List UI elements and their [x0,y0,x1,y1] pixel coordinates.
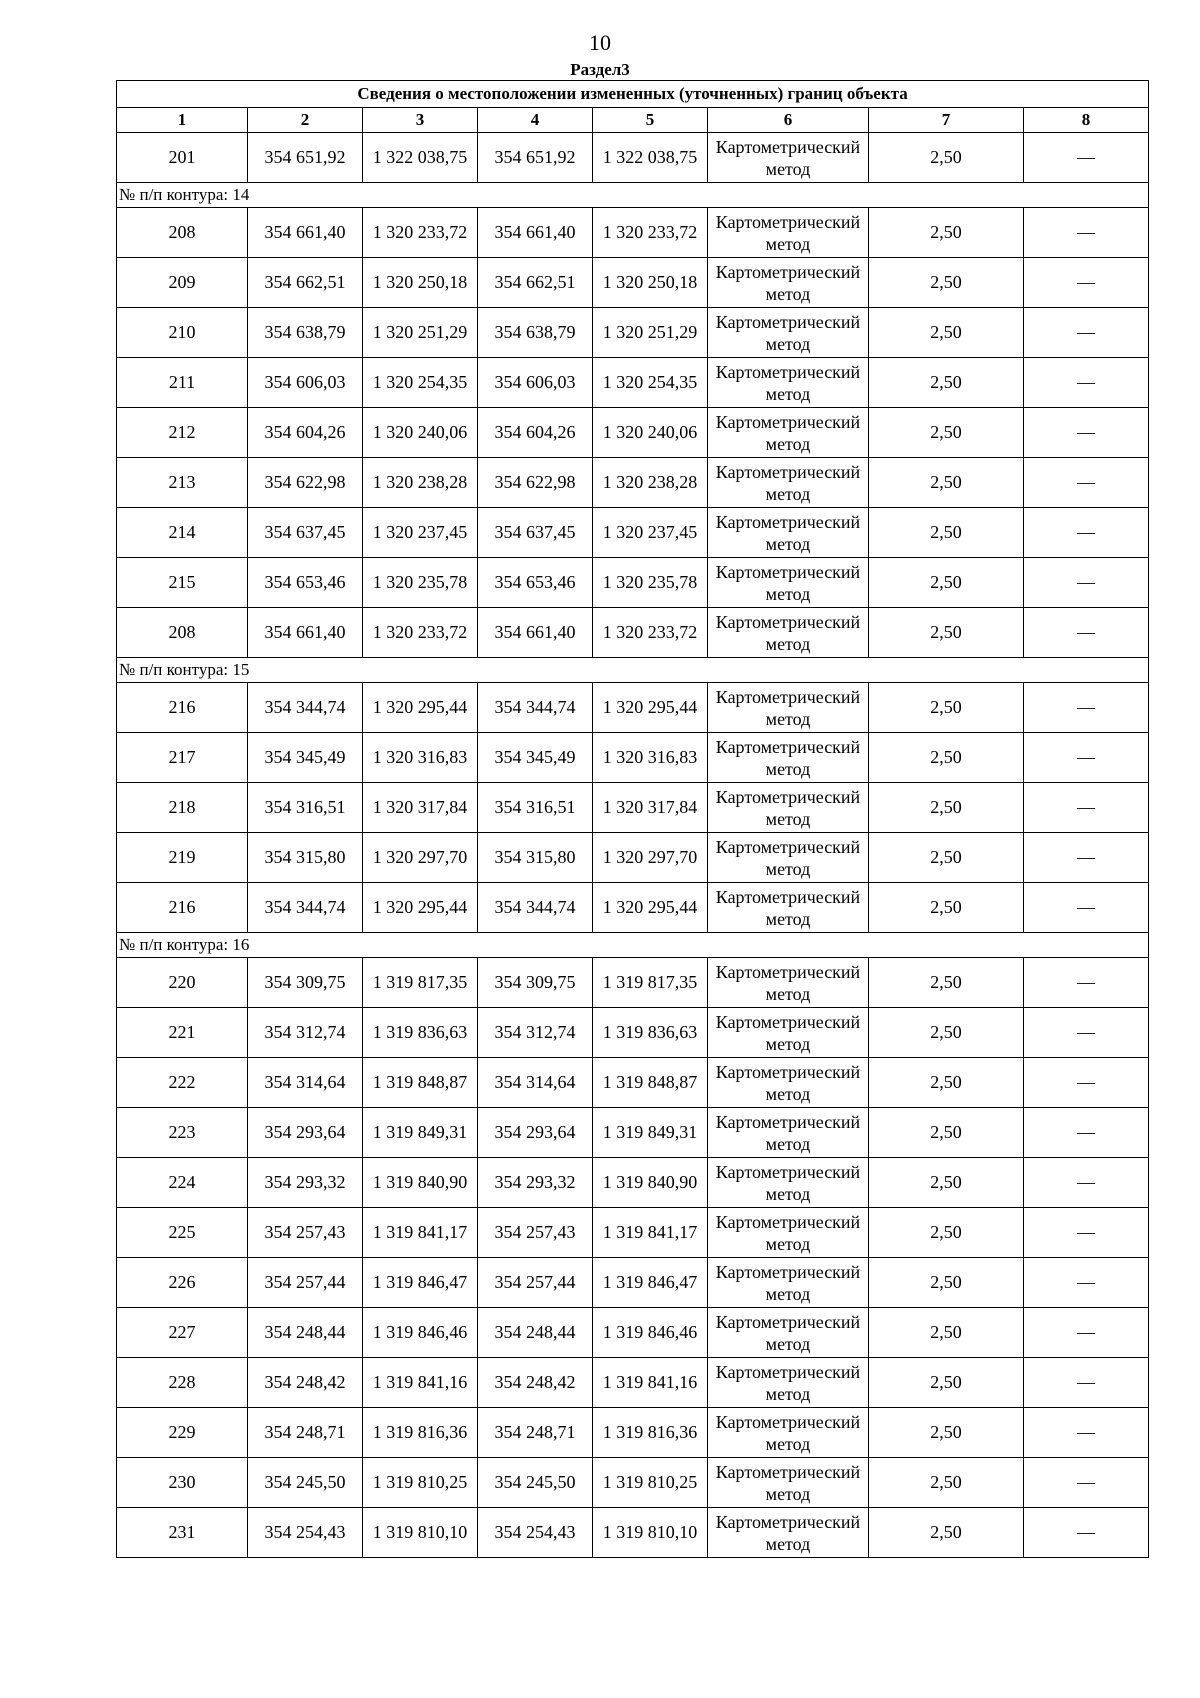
y-coord-new-cell: 1 319 816,36 [593,1408,708,1458]
accuracy-cell: 2,50 [869,133,1024,183]
x-coord-cell: 354 248,71 [248,1408,363,1458]
y-coord-cell: 1 320 233,72 [363,208,478,258]
method-cell: Картометрический метод [708,1458,869,1508]
x-coord-cell: 354 254,43 [248,1508,363,1558]
table-row [117,558,1149,608]
x-coord-cell: 354 257,43 [248,1208,363,1258]
method-cell: Картометрический метод [708,358,869,408]
point-number-cell: 201 [117,133,248,183]
y-coord-cell: 1 319 841,16 [363,1358,478,1408]
y-coord-cell: 1 320 251,29 [363,308,478,358]
point-number-cell: 229 [117,1408,248,1458]
x-coord-new-cell: 354 622,98 [478,458,593,508]
method-cell: Картометрический метод [708,458,869,508]
accuracy-cell: 2,50 [869,1158,1024,1208]
x-coord-new-cell: 354 312,74 [478,1008,593,1058]
description-cell: — [1024,883,1149,933]
description-cell: — [1024,1408,1149,1458]
x-coord-new-cell: 354 637,45 [478,508,593,558]
table-row [117,458,1149,508]
method-cell: Картометрический метод [708,1408,869,1458]
y-coord-new-cell: 1 319 849,31 [593,1108,708,1158]
y-coord-cell: 1 320 297,70 [363,833,478,883]
y-coord-cell: 1 319 840,90 [363,1158,478,1208]
accuracy-cell: 2,50 [869,508,1024,558]
column-number: 7 [869,108,1024,133]
y-coord-cell: 1 320 240,06 [363,408,478,458]
x-coord-new-cell: 354 309,75 [478,958,593,1008]
x-coord-new-cell: 354 345,49 [478,733,593,783]
description-cell: — [1024,133,1149,183]
point-number-cell: 218 [117,783,248,833]
column-number: 5 [593,108,708,133]
y-coord-new-cell: 1 319 836,63 [593,1008,708,1058]
y-coord-new-cell: 1 320 317,84 [593,783,708,833]
table-row [117,608,1149,658]
description-cell: — [1024,1508,1149,1558]
method-cell: Картометрический метод [708,1158,869,1208]
y-coord-cell: 1 320 238,28 [363,458,478,508]
y-coord-cell: 1 320 254,35 [363,358,478,408]
method-cell: Картометрический метод [708,733,869,783]
table-row [117,883,1149,933]
y-coord-new-cell: 1 319 841,17 [593,1208,708,1258]
y-coord-cell: 1 319 816,36 [363,1408,478,1458]
point-number-cell: 224 [117,1158,248,1208]
point-number-cell: 209 [117,258,248,308]
point-number-cell: 212 [117,408,248,458]
description-cell: — [1024,1458,1149,1508]
description-cell: — [1024,958,1149,1008]
point-number-cell: 222 [117,1058,248,1108]
description-cell: — [1024,1308,1149,1358]
x-coord-new-cell: 354 257,44 [478,1258,593,1308]
y-coord-new-cell: 1 320 240,06 [593,408,708,458]
x-coord-new-cell: 354 344,74 [478,883,593,933]
x-coord-cell: 354 312,74 [248,1008,363,1058]
description-cell: — [1024,1108,1149,1158]
x-coord-cell: 354 653,46 [248,558,363,608]
y-coord-new-cell: 1 319 846,47 [593,1258,708,1308]
accuracy-cell: 2,50 [869,1258,1024,1308]
column-number: 6 [708,108,869,133]
description-cell: — [1024,783,1149,833]
y-coord-cell: 1 320 235,78 [363,558,478,608]
description-cell: — [1024,1208,1149,1258]
table-row [117,1408,1149,1458]
point-number-cell: 211 [117,358,248,408]
accuracy-cell: 2,50 [869,1508,1024,1558]
x-coord-new-cell: 354 245,50 [478,1458,593,1508]
column-number: 1 [117,108,248,133]
accuracy-cell: 2,50 [869,558,1024,608]
table-row [117,783,1149,833]
x-coord-new-cell: 354 254,43 [478,1508,593,1558]
accuracy-cell: 2,50 [869,458,1024,508]
y-coord-new-cell: 1 320 237,45 [593,508,708,558]
y-coord-new-cell: 1 320 235,78 [593,558,708,608]
y-coord-cell: 1 319 836,63 [363,1008,478,1058]
y-coord-cell: 1 319 841,17 [363,1208,478,1258]
table-row [117,733,1149,783]
contour-label: № п/п контура: 15 [117,658,1149,683]
y-coord-new-cell: 1 322 038,75 [593,133,708,183]
point-number-cell: 231 [117,1508,248,1558]
contour-row [117,183,1149,208]
description-cell: — [1024,833,1149,883]
accuracy-cell: 2,50 [869,608,1024,658]
accuracy-cell: 2,50 [869,833,1024,883]
contour-label: № п/п контура: 14 [117,183,1149,208]
description-cell: — [1024,208,1149,258]
accuracy-cell: 2,50 [869,1008,1024,1058]
accuracy-cell: 2,50 [869,208,1024,258]
point-number-cell: 226 [117,1258,248,1308]
x-coord-cell: 354 662,51 [248,258,363,308]
y-coord-cell: 1 320 317,84 [363,783,478,833]
method-cell: Картометрический метод [708,883,869,933]
boundary-coordinates-table [116,80,1149,1558]
y-coord-new-cell: 1 319 810,10 [593,1508,708,1558]
contour-row [117,658,1149,683]
description-cell: — [1024,458,1149,508]
point-number-cell: 210 [117,308,248,358]
table-row [117,1208,1149,1258]
x-coord-new-cell: 354 293,64 [478,1108,593,1158]
point-number-cell: 221 [117,1008,248,1058]
description-cell: — [1024,1158,1149,1208]
table-row [117,408,1149,458]
accuracy-cell: 2,50 [869,1108,1024,1158]
method-cell: Картометрический метод [708,1358,869,1408]
table-row [117,833,1149,883]
x-coord-cell: 354 638,79 [248,308,363,358]
table-row [117,683,1149,733]
description-cell: — [1024,608,1149,658]
table-row [117,1058,1149,1108]
y-coord-cell: 1 320 316,83 [363,733,478,783]
table-row [117,1258,1149,1308]
table-row [117,1158,1149,1208]
column-number: 4 [478,108,593,133]
method-cell: Картометрический метод [708,1308,869,1358]
table-row [117,1008,1149,1058]
x-coord-cell: 354 637,45 [248,508,363,558]
table-row [117,358,1149,408]
y-coord-cell: 1 319 810,10 [363,1508,478,1558]
table-row [117,208,1149,258]
y-coord-new-cell: 1 319 848,87 [593,1058,708,1108]
y-coord-new-cell: 1 320 250,18 [593,258,708,308]
point-number-cell: 214 [117,508,248,558]
point-number-cell: 208 [117,208,248,258]
description-cell: — [1024,308,1149,358]
y-coord-cell: 1 320 233,72 [363,608,478,658]
point-number-cell: 230 [117,1458,248,1508]
section-title: Раздел3 [570,60,630,79]
x-coord-cell: 354 651,92 [248,133,363,183]
method-cell: Картометрический метод [708,308,869,358]
x-coord-cell: 354 257,44 [248,1258,363,1308]
x-coord-cell: 354 293,64 [248,1108,363,1158]
x-coord-new-cell: 354 606,03 [478,358,593,408]
accuracy-cell: 2,50 [869,1208,1024,1258]
y-coord-cell: 1 320 250,18 [363,258,478,308]
description-cell: — [1024,508,1149,558]
table-caption: Сведения о местоположении измененных (уточненных) границ объекта [117,81,1149,108]
x-coord-new-cell: 354 661,40 [478,208,593,258]
point-number-cell: 216 [117,683,248,733]
y-coord-new-cell: 1 320 316,83 [593,733,708,783]
y-coord-new-cell: 1 319 840,90 [593,1158,708,1208]
y-coord-cell: 1 319 817,35 [363,958,478,1008]
y-coord-cell: 1 322 038,75 [363,133,478,183]
accuracy-cell: 2,50 [869,1058,1024,1108]
x-coord-cell: 354 606,03 [248,358,363,408]
point-number-cell: 227 [117,1308,248,1358]
x-coord-cell: 354 622,98 [248,458,363,508]
accuracy-cell: 2,50 [869,408,1024,458]
x-coord-cell: 354 316,51 [248,783,363,833]
method-cell: Картометрический метод [708,1208,869,1258]
point-number-cell: 219 [117,833,248,883]
description-cell: — [1024,683,1149,733]
x-coord-cell: 354 315,80 [248,833,363,883]
method-cell: Картометрический метод [708,508,869,558]
method-cell: Картометрический метод [708,958,869,1008]
accuracy-cell: 2,50 [869,308,1024,358]
description-cell: — [1024,1058,1149,1108]
y-coord-new-cell: 1 319 817,35 [593,958,708,1008]
method-cell: Картометрический метод [708,683,869,733]
point-number-cell: 228 [117,1358,248,1408]
description-cell: — [1024,733,1149,783]
y-coord-new-cell: 1 320 251,29 [593,308,708,358]
y-coord-new-cell: 1 320 297,70 [593,833,708,883]
x-coord-cell: 354 345,49 [248,733,363,783]
contour-label: № п/п контура: 16 [117,933,1149,958]
x-coord-new-cell: 354 662,51 [478,258,593,308]
x-coord-cell: 354 309,75 [248,958,363,1008]
method-cell: Картометрический метод [708,408,869,458]
y-coord-new-cell: 1 320 295,44 [593,683,708,733]
x-coord-cell: 354 661,40 [248,608,363,658]
description-cell: — [1024,358,1149,408]
y-coord-cell: 1 319 848,87 [363,1058,478,1108]
x-coord-cell: 354 314,64 [248,1058,363,1108]
point-number-cell: 213 [117,458,248,508]
x-coord-new-cell: 354 248,71 [478,1408,593,1458]
description-cell: — [1024,1258,1149,1308]
accuracy-cell: 2,50 [869,683,1024,733]
table-row [117,1458,1149,1508]
y-coord-new-cell: 1 319 810,25 [593,1458,708,1508]
table-row [117,133,1149,183]
y-coord-new-cell: 1 319 841,16 [593,1358,708,1408]
y-coord-new-cell: 1 320 295,44 [593,883,708,933]
x-coord-cell: 354 661,40 [248,208,363,258]
contour-row [117,933,1149,958]
table-row [117,508,1149,558]
point-number-cell: 208 [117,608,248,658]
y-coord-cell: 1 320 295,44 [363,683,478,733]
table-row [117,308,1149,358]
x-coord-new-cell: 354 248,42 [478,1358,593,1408]
x-coord-new-cell: 354 314,64 [478,1058,593,1108]
y-coord-cell: 1 320 295,44 [363,883,478,933]
point-number-cell: 220 [117,958,248,1008]
method-cell: Картометрический метод [708,258,869,308]
table-row [117,258,1149,308]
y-coord-new-cell: 1 319 846,46 [593,1308,708,1358]
x-coord-new-cell: 354 638,79 [478,308,593,358]
method-cell: Картометрический метод [708,208,869,258]
method-cell: Картометрический метод [708,133,869,183]
y-coord-cell: 1 319 846,46 [363,1308,478,1358]
accuracy-cell: 2,50 [869,1358,1024,1408]
table-row [117,1108,1149,1158]
table-row [117,958,1149,1008]
y-coord-new-cell: 1 320 233,72 [593,608,708,658]
point-number-cell: 223 [117,1108,248,1158]
accuracy-cell: 2,50 [869,783,1024,833]
table-row [117,1358,1149,1408]
description-cell: — [1024,1358,1149,1408]
description-cell: — [1024,408,1149,458]
y-coord-cell: 1 319 810,25 [363,1458,478,1508]
table-body [117,133,1149,1558]
description-cell: — [1024,558,1149,608]
x-coord-new-cell: 354 315,80 [478,833,593,883]
method-cell: Картометрический метод [708,1008,869,1058]
table-row [117,1308,1149,1358]
x-coord-cell: 354 245,50 [248,1458,363,1508]
point-number-cell: 215 [117,558,248,608]
accuracy-cell: 2,50 [869,358,1024,408]
x-coord-cell: 354 344,74 [248,683,363,733]
method-cell: Картометрический метод [708,1108,869,1158]
x-coord-cell: 354 344,74 [248,883,363,933]
column-number: 3 [363,108,478,133]
y-coord-cell: 1 319 846,47 [363,1258,478,1308]
x-coord-new-cell: 354 316,51 [478,783,593,833]
y-coord-cell: 1 319 849,31 [363,1108,478,1158]
method-cell: Картометрический метод [708,1058,869,1108]
method-cell: Картометрический метод [708,558,869,608]
method-cell: Картометрический метод [708,608,869,658]
method-cell: Картометрический метод [708,1508,869,1558]
column-number: 2 [248,108,363,133]
accuracy-cell: 2,50 [869,258,1024,308]
accuracy-cell: 2,50 [869,733,1024,783]
accuracy-cell: 2,50 [869,958,1024,1008]
x-coord-new-cell: 354 604,26 [478,408,593,458]
accuracy-cell: 2,50 [869,1458,1024,1508]
y-coord-new-cell: 1 320 238,28 [593,458,708,508]
page-number: 10 [589,30,611,55]
accuracy-cell: 2,50 [869,883,1024,933]
x-coord-new-cell: 354 651,92 [478,133,593,183]
x-coord-new-cell: 354 344,74 [478,683,593,733]
accuracy-cell: 2,50 [869,1308,1024,1358]
x-coord-new-cell: 354 248,44 [478,1308,593,1358]
description-cell: — [1024,1008,1149,1058]
x-coord-new-cell: 354 257,43 [478,1208,593,1258]
x-coord-cell: 354 293,32 [248,1158,363,1208]
x-coord-new-cell: 354 661,40 [478,608,593,658]
y-coord-new-cell: 1 320 233,72 [593,208,708,258]
point-number-cell: 217 [117,733,248,783]
description-cell: — [1024,258,1149,308]
method-cell: Картометрический метод [708,1258,869,1308]
table-row [117,1508,1149,1558]
method-cell: Картометрический метод [708,783,869,833]
column-number: 8 [1024,108,1149,133]
x-coord-new-cell: 354 653,46 [478,558,593,608]
x-coord-new-cell: 354 293,32 [478,1158,593,1208]
accuracy-cell: 2,50 [869,1408,1024,1458]
point-number-cell: 225 [117,1208,248,1258]
method-cell: Картометрический метод [708,833,869,883]
x-coord-cell: 354 604,26 [248,408,363,458]
x-coord-cell: 354 248,44 [248,1308,363,1358]
y-coord-cell: 1 320 237,45 [363,508,478,558]
y-coord-new-cell: 1 320 254,35 [593,358,708,408]
x-coord-cell: 354 248,42 [248,1358,363,1408]
point-number-cell: 216 [117,883,248,933]
